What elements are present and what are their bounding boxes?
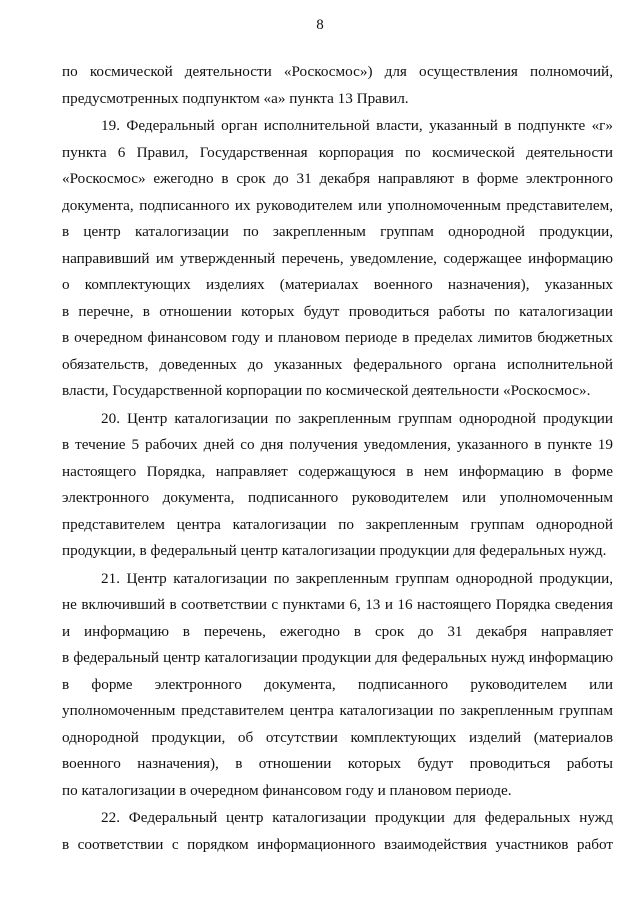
text-line: военного назначения), в отношении которых будут проводиться работы [62,755,613,772]
text-line: продукции, в федеральный центр каталогизации продукции для федеральных нужд. [62,542,607,559]
text-line: «Роскосмос» ежегодно в срок до 31 декабря направляют в форме электронного [62,170,613,187]
text-line: настоящего Порядка, направляет содержащуюся в нем информацию в форме [62,462,613,480]
text-line: по космической деятельности «Роскосмос») для осуществления полномочий, [62,63,613,80]
text-line: и информацию в перечень, ежегодно в срок до 31 декабря направляет [62,622,613,640]
text-line: в перечне, в отношении которых будут проводиться работы по каталогизации [62,302,613,320]
text-line: в соответствии с порядком информационного взаимодействия участников работ [62,835,613,853]
paragraph-20 [62,406,613,565]
text-line: представителем центра каталогизации по закрепленным группам однородной [62,515,613,533]
text-line: в очередном финансовом году и плановом периоде в пределах лимитов бюджетных [62,329,613,346]
text-line: обязательств, доведенных до указанных федерального органа исполнительной [62,355,613,373]
text-line: 19. Федеральный орган исполнительной власти, указанный в подпункте «г» [101,117,613,134]
text-line: в центр каталогизации по закрепленным группам однородной продукции, [62,223,613,240]
text-line: 21. Центр каталогизации по закрепленным группам однородной продукции, [101,569,613,587]
text-line: в форме электронного документа, подписанного руководителем или [62,675,613,693]
text-line: 22. Федеральный центр каталогизации продукции для федеральных нужд [101,809,613,826]
text-line: документа, подписанного их руководителем или уполномоченным представителем, [62,196,613,214]
paragraph-22 [62,805,613,858]
document-body [62,59,613,858]
text-line: предусмотренных подпунктом «а» пункта 13 Правил. [62,89,409,107]
text-line: не включивший в соответствии с пунктами 6, 13 и 16 настоящего Порядка сведения [62,596,613,613]
text-line: в течение 5 рабочих дней со дня получения уведомления, указанного в пункте 19 [62,436,613,453]
text-line: 20. Центр каталогизации по закрепленным группам однородной продукции [101,409,613,427]
text-line: уполномоченным представителем центра каталогизации по закрепленным группам [62,702,613,719]
text-line: однородной продукции, об отсутствии комплектующих изделий (материалов [62,728,613,746]
text-line: в федеральный центр каталогизации продукции для федеральных нужд информацию [62,649,613,666]
paragraph-21 [62,566,613,805]
text-line: направивший им утвержденный перечень, уведомление, содержащее информацию [62,249,613,267]
paragraph-19 [62,113,613,405]
page-number: 8 [316,17,324,33]
text-line: по каталогизации в очередном финансовом году и плановом периоде. [62,781,512,799]
text-line: электронного документа, подписанного руководителем или уполномоченным [62,489,613,506]
text-line: о комплектующих изделиях (материалах военного назначения), указанных [62,276,613,293]
text-line: власти, Государственной корпорации по космической деятельности «Роскосмос». [62,382,591,399]
text-line: пункта 6 Правил, Государственная корпорация по космической деятельности [62,143,613,161]
paragraph-continuation [62,59,613,112]
